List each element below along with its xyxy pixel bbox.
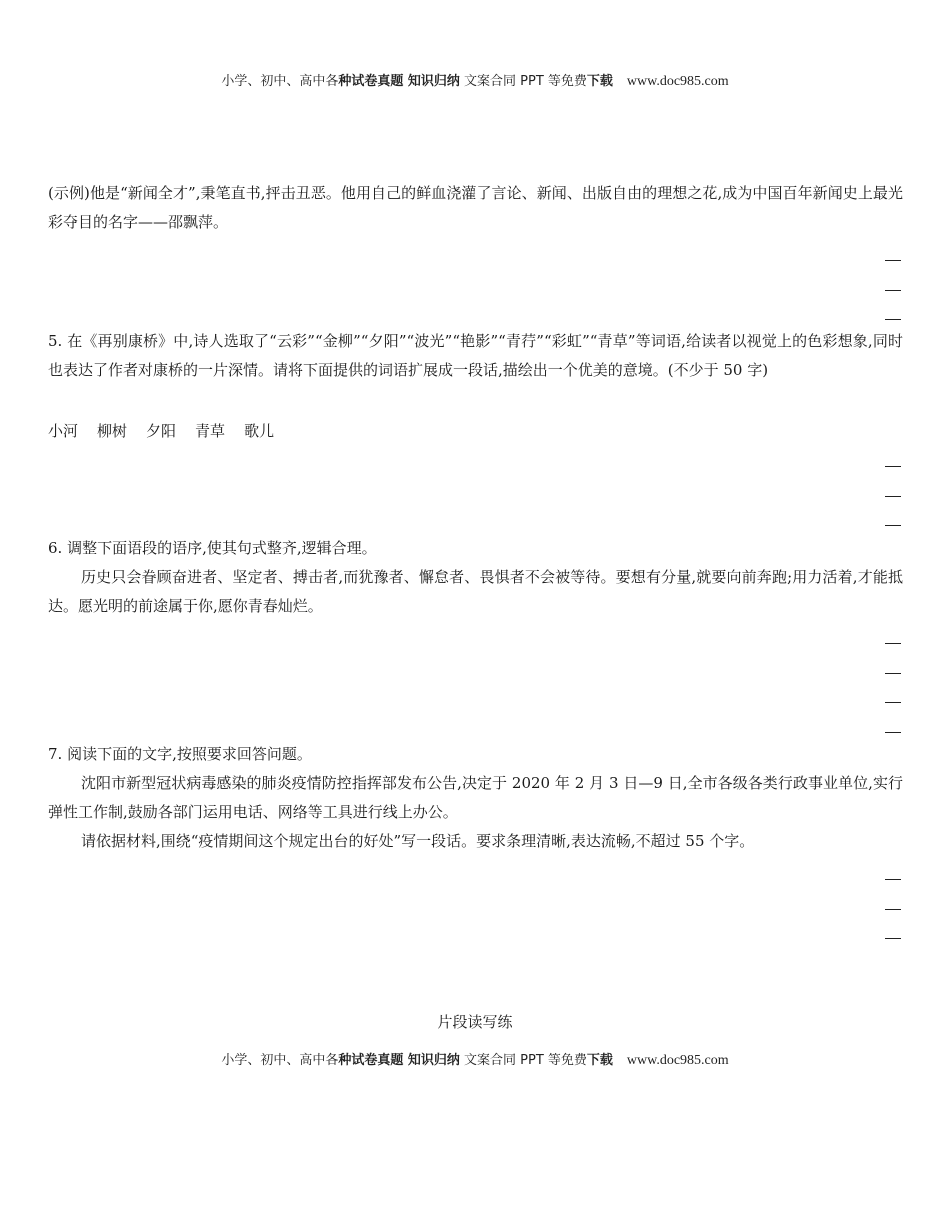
answer-line <box>885 496 901 497</box>
footer-url[interactable]: www.doc985.com <box>626 1053 729 1068</box>
answer-line <box>885 702 901 703</box>
question-7-instruction: 请依据材料,围绕“疫情期间这个规定出台的好处”写一段话。要求条理清晰,表达流畅,不超过 55 个字。 <box>81 832 755 850</box>
answer-line <box>885 673 901 674</box>
answer-line <box>885 909 901 910</box>
question-7-prompt: 7. 阅读下面的文字,按照要求回答问题。 <box>48 745 312 763</box>
page-footer-banner: 小学、初中、高中各种试卷真题 知识归纳 文案合同 PPT 等免费下载 www.doc985.com <box>221 1053 729 1068</box>
answer-line <box>885 319 901 320</box>
question-6-passage: 历史只会眷顾奋进者、坚定者、搏击者,而犹豫者、懈怠者、畏惧者不会被等待。要想有分量,就要向前奔跑;用力活着,才能抵达。愿光明的前途属于你,愿你青春灿烂。 <box>48 568 903 615</box>
word-item: 青草 <box>195 422 226 440</box>
header-url[interactable]: www.doc985.com <box>626 74 729 89</box>
answer-line <box>885 525 901 526</box>
footer-section-title: 片段读写练 <box>437 1013 513 1031</box>
question-5-prompt: 5. 在《再别康桥》中,诗人选取了“云彩”“金柳”“夕阳”“波光”“艳影”“青荇”“彩虹”“青草”等词语,给读者以视觉上的色彩想象,同时也表达了作者对康桥的一片深情。请将下面提供的词语扩展成一段话,描绘出一个优美的意境。(不少于 50 字) <box>48 332 903 379</box>
question-7-material: 沈阳市新型冠状病毒感染的肺炎疫情防控指挥部发布公告,决定于 2020 年 2 月 3 日—9 日,全市各级各类行政事业单位,实行弹性工作制,鼓励各部门运用电话、网络等工具进行线上办公。 <box>48 774 903 821</box>
word-item: 夕阳 <box>146 422 177 440</box>
answer-line <box>885 938 901 939</box>
answer-line <box>885 879 901 880</box>
answer-line <box>885 290 901 291</box>
answer-line <box>885 643 901 644</box>
question-5-word-list <box>48 417 903 446</box>
answer-line <box>885 732 901 733</box>
word-item: 小河 <box>48 422 79 440</box>
answer-line <box>885 466 901 467</box>
word-item: 柳树 <box>97 422 128 440</box>
page-header-banner: 小学、初中、高中各种试卷真题 知识归纳 文案合同 PPT 等免费下载 www.doc985.com <box>221 74 729 89</box>
word-item: 歌儿 <box>244 422 275 440</box>
answer-line <box>885 260 901 261</box>
question-6-prompt: 6. 调整下面语段的语序,使其句式整齐,逻辑合理。 <box>48 539 377 557</box>
example-answer: (示例)他是“新闻全才”,秉笔直书,抨击丑恶。他用自己的鲜血浇灌了言论、新闻、出版自由的理想之花,成为中国百年新闻史上最光彩夺目的名字——邵飘萍。 <box>48 184 903 231</box>
